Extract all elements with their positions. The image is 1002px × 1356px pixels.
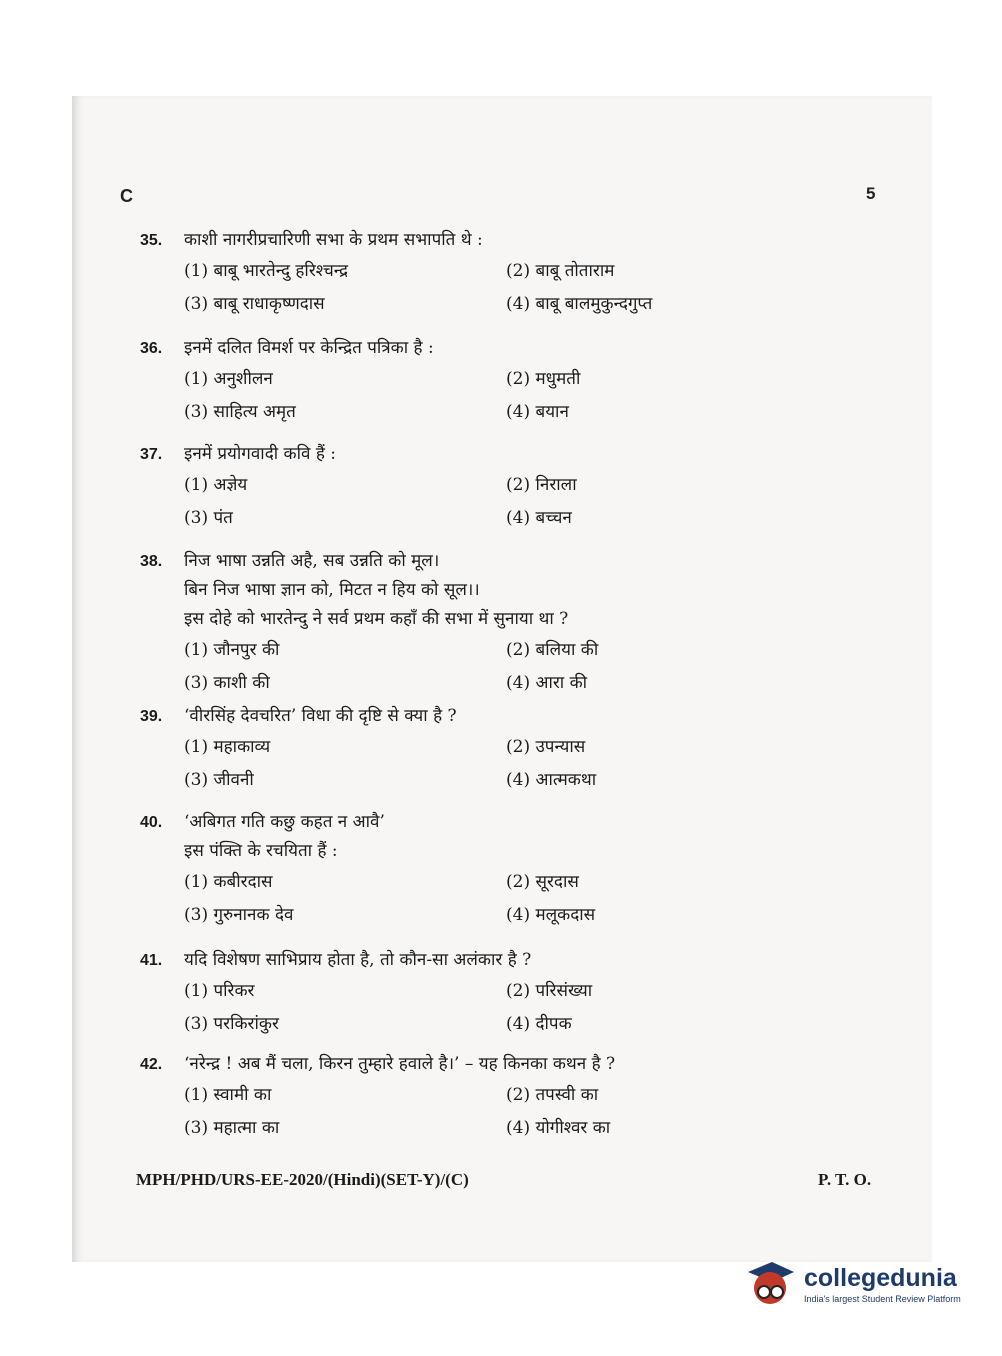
question-35 (140, 226, 760, 321)
page-number: 5 (866, 184, 876, 203)
option: (3) महात्मा का (184, 1118, 280, 1138)
option: (4) दीपक (506, 1014, 572, 1034)
please-turn-over: P. T. O. (818, 1170, 872, 1189)
question-text-line: इस पंक्ति के रचयिता हैं : (184, 841, 338, 861)
question-text: ‘नरेन्द्र ! अब मैं चला, किरन तुम्हारे हवाले है।’ – यह किनका कथन है ? (184, 1054, 616, 1074)
option: (3) काशी की (184, 673, 270, 693)
question-37 (140, 440, 760, 535)
question-text-line: बिन निज भाषा ज्ञान को, मिटत न हिय को सूल।। (184, 580, 480, 600)
option: (1) महाकाव्य (184, 737, 271, 757)
question-text-line: इस दोहे को भारतेन्दु ने सर्व प्रथम कहाँ की सभा में सुनाया था ? (184, 609, 569, 629)
question-text: इनमें प्रयोगवादी कवि हैं : (184, 444, 337, 464)
mascot-icon (742, 1256, 798, 1312)
question-42 (140, 1050, 760, 1145)
set-code: C (120, 186, 133, 206)
question-text: काशी नागरीप्रचारिणी सभा के प्रथम सभापति थे : (184, 230, 483, 250)
question-text: ‘वीरसिंह देवचरित’ विधा की दृष्टि से क्या है ? (184, 706, 457, 726)
question-38 (140, 547, 760, 700)
option: (4) बच्चन (506, 508, 572, 528)
question-number: 40. (140, 814, 163, 831)
question-39 (140, 702, 760, 797)
question-36 (140, 334, 760, 429)
option: (3) साहित्य अमृत (184, 402, 296, 422)
question-number: 37. (140, 446, 163, 463)
option: (1) अनुशीलन (184, 369, 273, 389)
option: (2) निराला (506, 475, 577, 495)
question-number: 41. (140, 952, 163, 969)
option: (3) परकिरांकुर (184, 1014, 279, 1034)
option: (3) पंत (184, 508, 233, 528)
option: (1) जौनपुर की (184, 640, 280, 660)
question-number: 42. (140, 1056, 163, 1073)
option: (4) बाबू बालमुकुन्दगुप्त (506, 294, 653, 314)
option: (3) जीवनी (184, 770, 254, 790)
question-text: निज भाषा उन्नति अहै, सब उन्नति को मूल। (184, 551, 440, 571)
option: (4) आत्मकथा (506, 770, 597, 790)
question-40 (140, 808, 760, 932)
option: (2) तपस्वी का (506, 1085, 599, 1105)
collegedunia-watermark (742, 1252, 972, 1316)
option: (1) कबीरदास (184, 872, 273, 892)
option: (1) बाबू भारतेन्दु हरिश्चन्द्र (184, 261, 349, 281)
question-41 (140, 946, 760, 1041)
question-number: 38. (140, 553, 163, 570)
option: (4) मलूकदास (506, 905, 596, 925)
option: (2) बलिया की (506, 640, 599, 660)
option: (2) मधुमती (506, 369, 581, 389)
option: (3) बाबू राधाकृष्णदास (184, 294, 325, 314)
option: (1) परिकर (184, 981, 255, 1001)
option: (4) आरा की (506, 673, 588, 693)
option: (2) परिसंख्या (506, 981, 593, 1001)
logo-name: collegedunia (804, 1263, 957, 1292)
question-text: इनमें दलित विमर्श पर केन्द्रित पत्रिका है : (184, 338, 434, 358)
option: (1) स्वामी का (184, 1085, 272, 1105)
option: (4) योगीश्वर का (506, 1118, 611, 1138)
option: (4) बयान (506, 402, 569, 422)
question-number: 39. (140, 708, 163, 725)
option: (3) गुरुनानक देव (184, 905, 294, 925)
option: (2) सूरदास (506, 872, 579, 892)
question-text: यदि विशेषण साभिप्राय होता है, तो कौन-सा अलंकार है ? (184, 950, 532, 970)
option: (2) बाबू तोताराम (506, 261, 615, 281)
question-text: ‘अबिगत गति कछु कहत न आवै’ (184, 812, 385, 832)
question-number: 36. (140, 340, 163, 357)
option: (1) अज्ञेय (184, 475, 248, 495)
option: (2) उपन्यास (506, 737, 586, 757)
logo-tagline: India's largest Student Review Platform (804, 1293, 961, 1304)
question-number: 35. (140, 232, 163, 249)
paper-code: MPH/PHD/URS-EE-2020/(Hindi)(SET-Y)/(C) (136, 1170, 469, 1189)
